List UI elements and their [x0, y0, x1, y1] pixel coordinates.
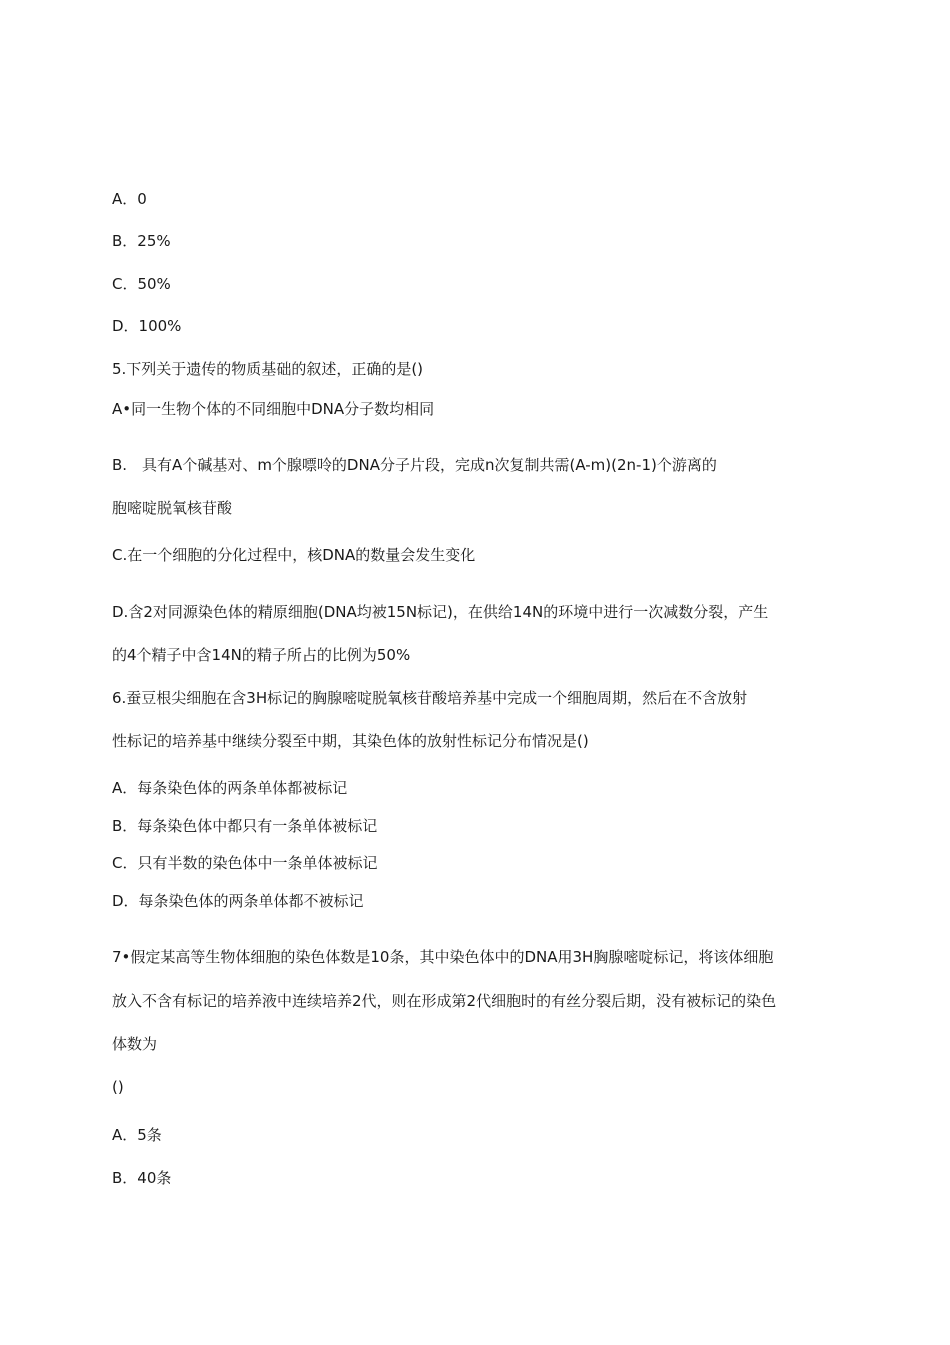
- q6-option-c: C．只有半数的染色体中一条单体被标记: [112, 854, 378, 872]
- q4-option-d: D．100%: [112, 317, 182, 335]
- q7-option-b: B．40条: [112, 1169, 172, 1187]
- q6-stem-line2: 性标记的培养基中继续分裂至中期，其染色体的放射性标记分布情况是(): [112, 732, 589, 750]
- q5-option-d-line1: D.含2对同源染色体的精原细胞(DNA均被15N标记)，在供给14N的环境中进行一次减数分裂，产生: [112, 603, 769, 621]
- q4-option-b: B．25%: [112, 232, 171, 250]
- q4-option-a: A．0: [112, 190, 147, 208]
- q5-option-d-line2: 的4个精子中含14N的精子所占的比例为50%: [112, 646, 411, 664]
- q5-stem: 5.下列关于遗传的物质基础的叙述，正确的是(): [112, 360, 424, 378]
- q5-option-a: A•同一生物个体的不同细胞中DNA分子数均相同: [112, 400, 435, 418]
- q5-option-c: C.在一个细胞的分化过程中，核DNA的数量会发生变化: [112, 546, 476, 564]
- q6-option-b: B．每条染色体中都只有一条单体被标记: [112, 817, 378, 835]
- q5-option-b-line2: 胞嘧啶脱氧核苷酸: [112, 499, 233, 517]
- q7-stem-line3: 体数为: [112, 1035, 158, 1053]
- q6-option-a: A．每条染色体的两条单体都被标记: [112, 779, 348, 797]
- q7-stem-line4: (): [112, 1078, 124, 1096]
- q5-option-b-line1: B. 具有A个碱基对、m个腺嘌呤的DNA分子片段，完成n次复制共需(A-m)(2n-1)个游离的: [112, 456, 717, 474]
- q7-stem-line2: 放入不含有标记的培养液中连续培养2代，则在形成第2代细胞时的有丝分裂后期，没有被标记的染色: [112, 992, 777, 1010]
- q4-option-c: C．50%: [112, 275, 171, 293]
- q6-stem-line1: 6.蚕豆根尖细胞在含3H标记的胸腺嘧啶脱氧核苷酸培养基中完成一个细胞周期，然后在不含放射: [112, 689, 748, 707]
- q6-option-d: D．每条染色体的两条单体都不被标记: [112, 892, 364, 910]
- q7-option-a: A．5条: [112, 1126, 162, 1144]
- q7-stem-line1: 7•假定某高等生物体细胞的染色体数是10条，其中染色体中的DNA用3H胸腺嘧啶标记，将该体细胞: [112, 948, 774, 966]
